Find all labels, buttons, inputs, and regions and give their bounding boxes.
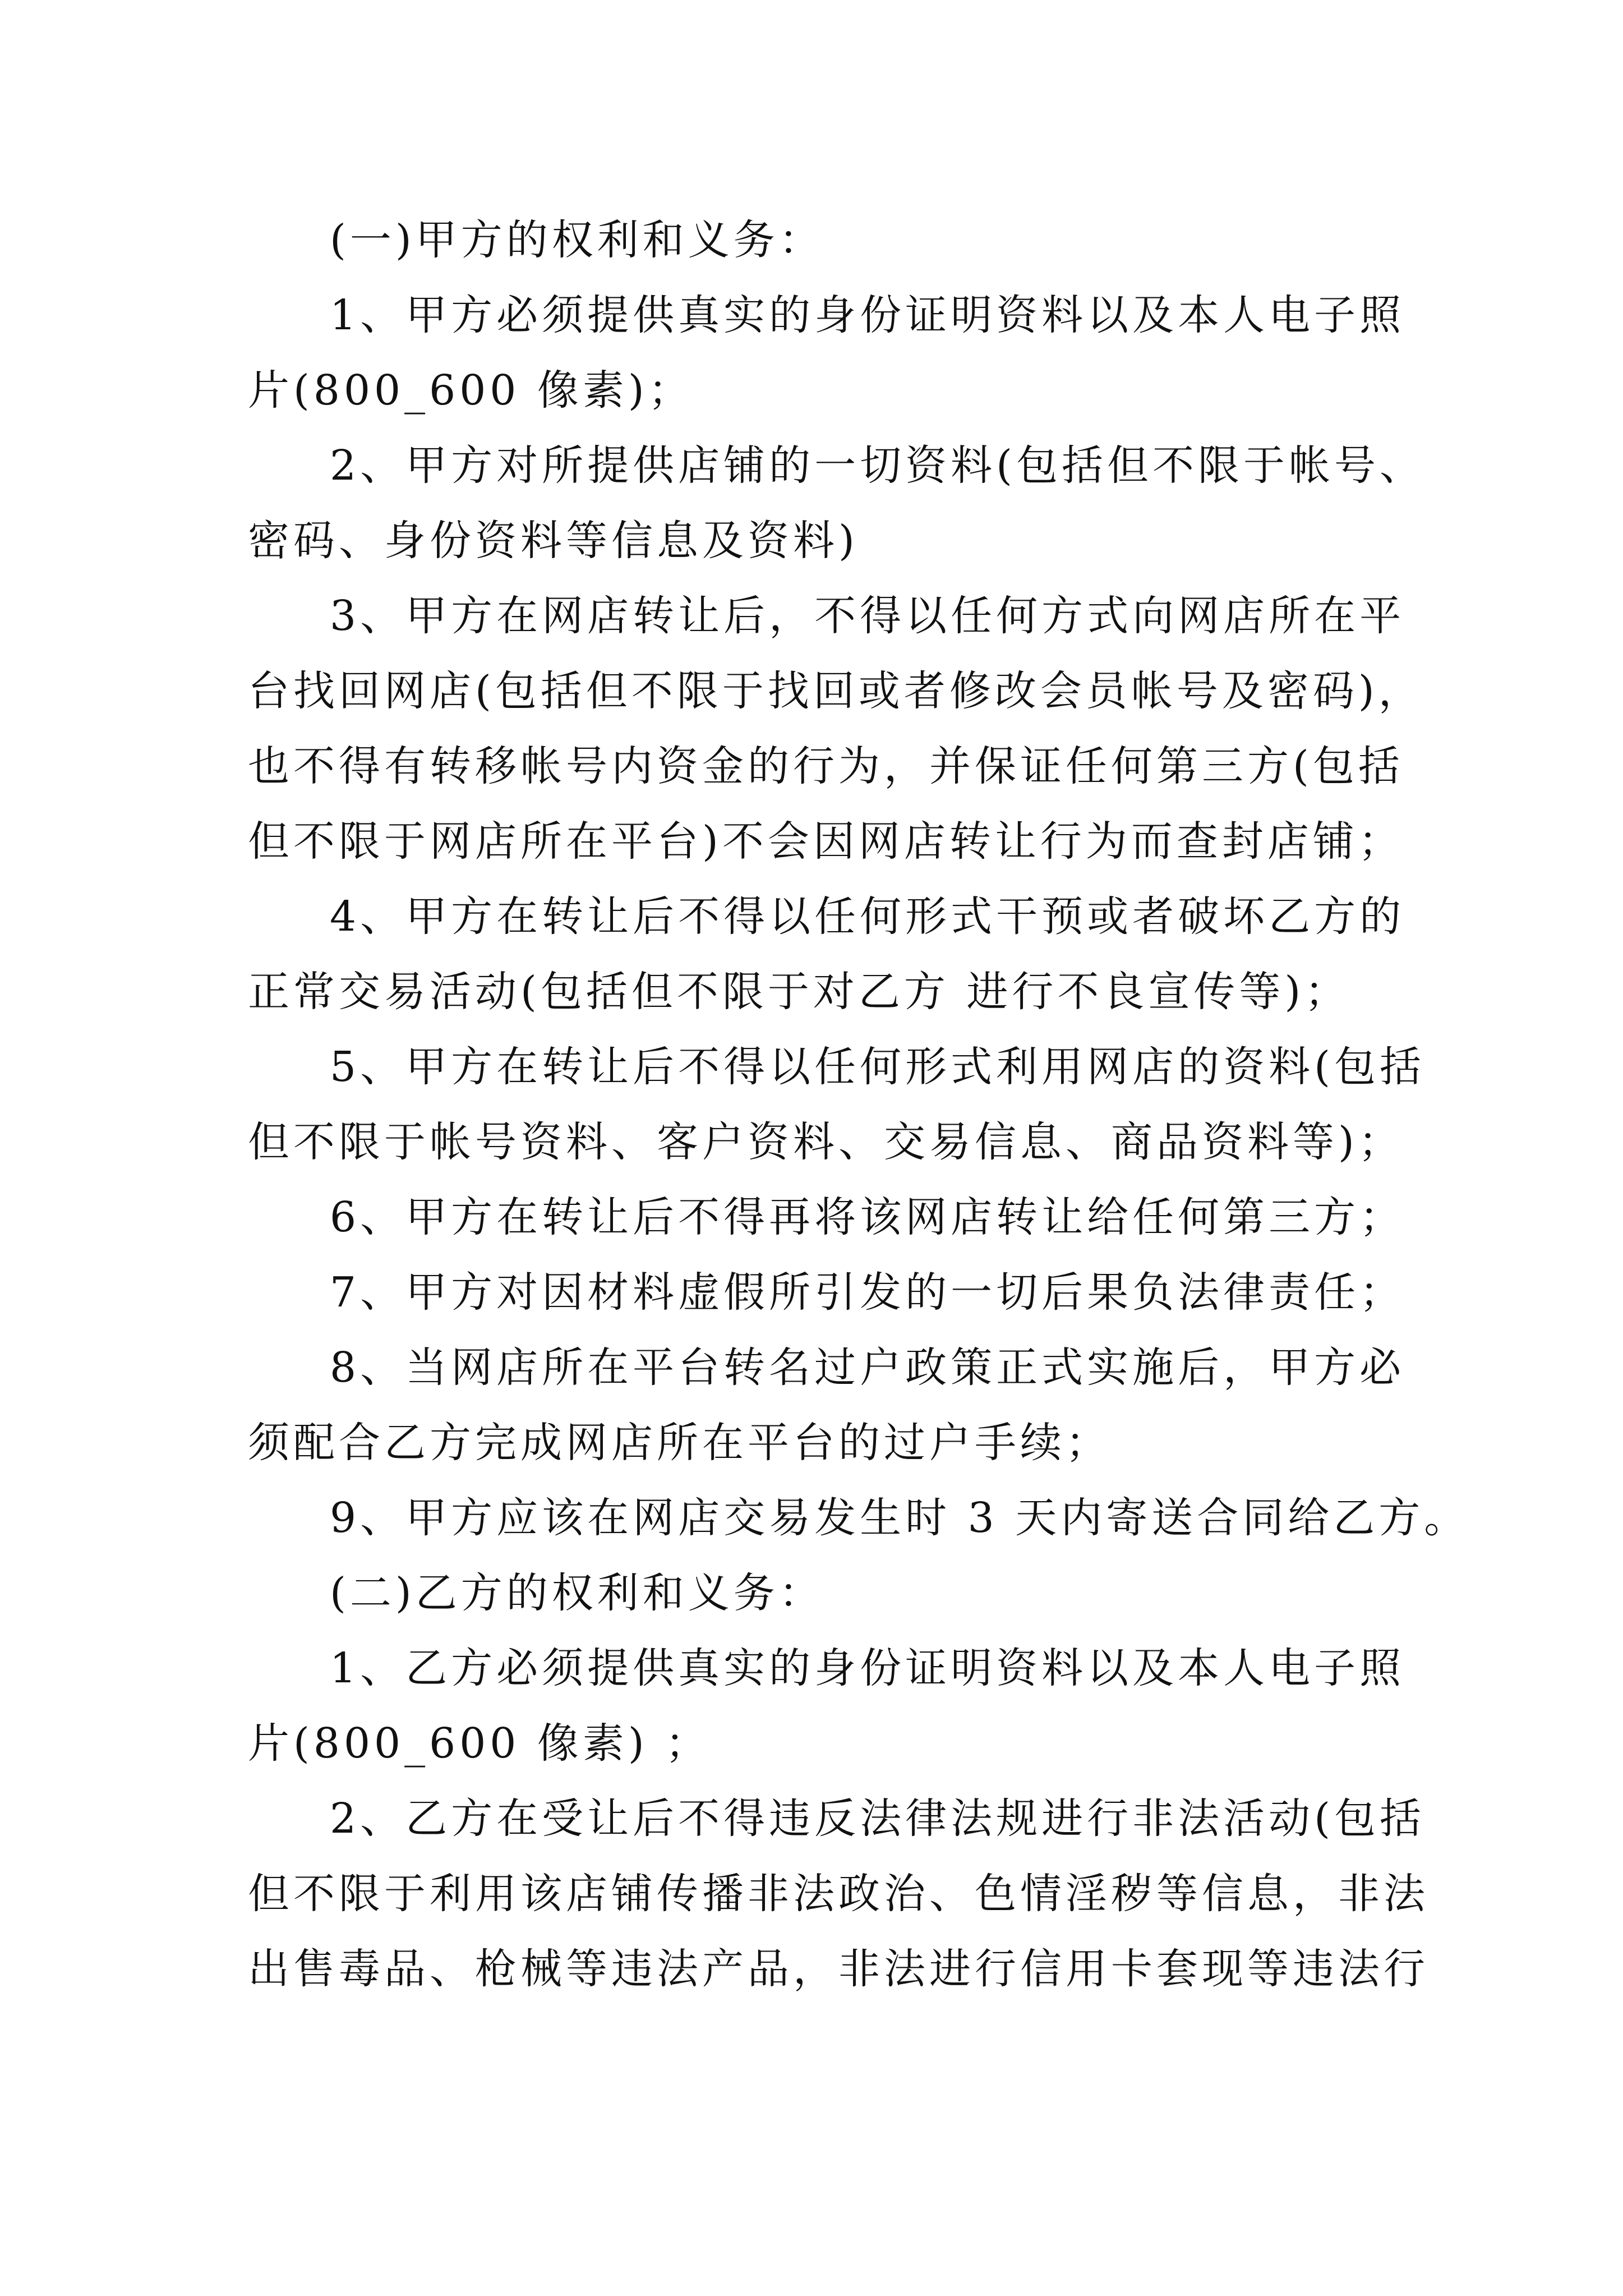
text-line: 7、甲方对因材料虚假所引发的一切后果负法律责任； <box>330 1268 1405 1317</box>
text-line: 但不限于利用该店铺传播非法政治、色情淫秽等信息，非法 <box>248 1870 1429 1918</box>
text-line: 5、甲方在转让后不得以任何形式利用网店的资料(包括 <box>330 1043 1425 1091</box>
text-line: 1、乙方必须提供真实的身份证明资料以及本人电子照 <box>330 1644 1405 1692</box>
text-line: 片(800_600 像素) ； <box>248 1719 711 1768</box>
text-line: 出售毒品、枪械等违法产品，非法进行信用卡套现等违法行 <box>248 1945 1429 1993</box>
text-line: 正常交易活动(包括但不限于对乙方 进行不良宣传等)； <box>248 968 1350 1016</box>
text-line: 8、当网店所在平台转名过户政策正式实施后，甲方必 <box>330 1343 1405 1392</box>
text-line: 台找回网店(包括但不限于找回或者修改会员帐号及密码)， <box>248 667 1424 715</box>
text-line: 但不限于帐号资料、客户资料、交易信息、商品资料等)； <box>248 1118 1404 1166</box>
text-line: 也不得有转移帐号内资金的行为，并保证任何第三方(包括 <box>248 742 1404 790</box>
text-line: 3、甲方在网店转让后，不得以任何方式向网店所在平 <box>330 592 1405 640</box>
text-line: 密码、身份资料等信息及资料) <box>248 517 859 565</box>
text-line: 4、甲方在转让后不得以任何形式干预或者破坏乙方的 <box>330 892 1405 941</box>
text-line: 9、甲方应该在网店交易发生时 3 天内寄送合同给乙方。 <box>330 1494 1470 1542</box>
section-heading-party-b: (二)乙方的权利和义务： <box>330 1569 824 1617</box>
section-heading-party-a: (一)甲方的权利和义务： <box>330 216 824 264</box>
text-line: 2、甲方对所提供店铺的一切资料(包括但不限于帐号、 <box>330 441 1425 490</box>
text-line: 6、甲方在转让后不得再将该网店转让给任何第三方； <box>330 1193 1405 1241</box>
text-line: 但不限于网店所在平台)不会因网店转让行为而查封店铺； <box>248 817 1404 866</box>
text-line: 1、甲方必须提供真实的身份证明资料以及本人电子照 <box>330 291 1405 339</box>
text-line: 须配合乙方完成网店所在平台的过户手续； <box>248 1419 1111 1467</box>
text-line: 2、乙方在受让后不得违反法律法规进行非法活动(包括 <box>330 1795 1425 1843</box>
text-line: 片(800_600 像素)； <box>248 366 694 415</box>
